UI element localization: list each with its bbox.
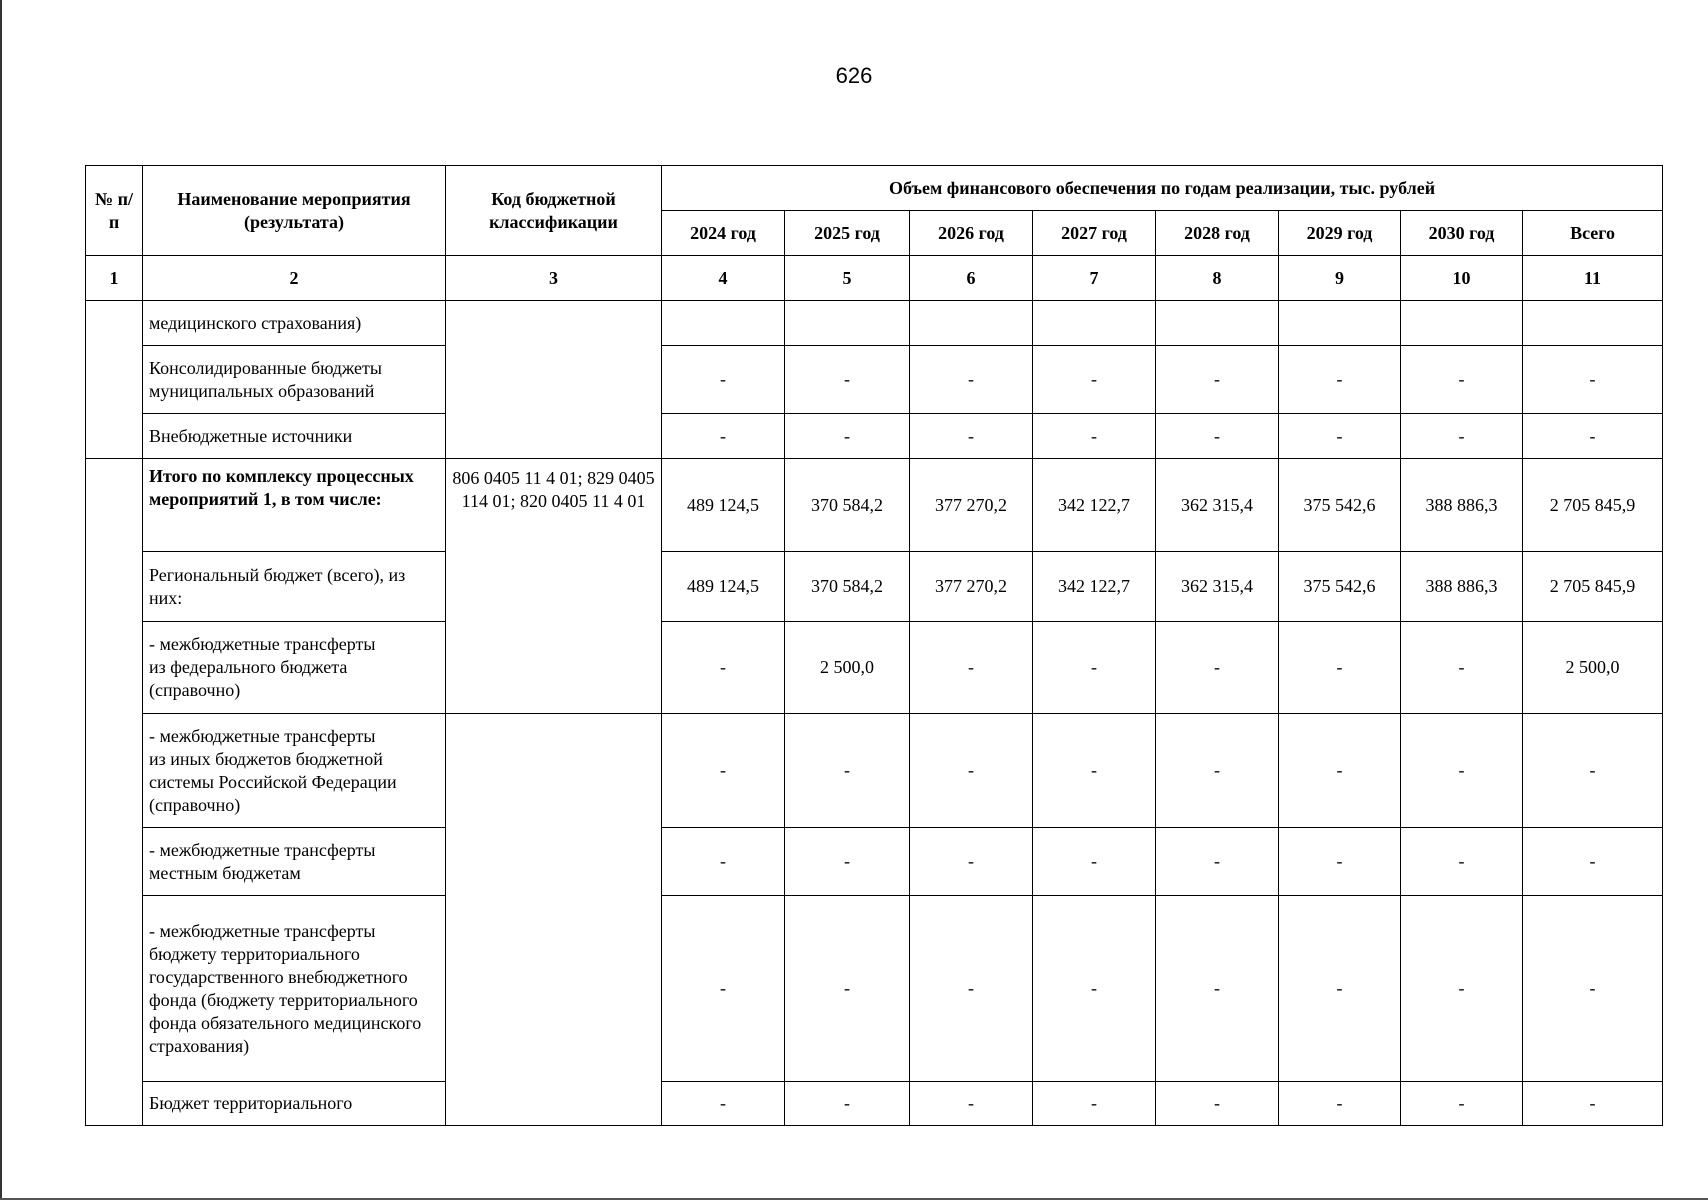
column-index: 6 — [910, 256, 1033, 301]
value-cell: - — [910, 828, 1033, 896]
column-index: 7 — [1033, 256, 1156, 301]
value-cell: - — [1401, 828, 1523, 896]
value-cell: - — [662, 896, 785, 1082]
column-index: 3 — [446, 256, 662, 301]
table-row — [86, 828, 1663, 896]
value-cell: - — [1401, 346, 1523, 414]
value-cell: - — [910, 1082, 1033, 1126]
value-cell: - — [1033, 1082, 1156, 1126]
value-cell: 489 124,5 — [662, 459, 785, 552]
code-cell — [446, 714, 662, 1126]
value-cell: - — [1156, 346, 1279, 414]
header-year: 2029 год — [1279, 211, 1401, 256]
value-cell: - — [1156, 414, 1279, 459]
value-cell: - — [785, 714, 910, 828]
value-cell: - — [1279, 896, 1401, 1082]
value-cell: - — [910, 346, 1033, 414]
column-index: 4 — [662, 256, 785, 301]
value-cell: - — [785, 828, 910, 896]
column-index: 5 — [785, 256, 910, 301]
column-index: 9 — [1279, 256, 1401, 301]
value-cell: - — [910, 714, 1033, 828]
header-funding: Объем финансового обеспечения по годам реализации, тыс. рублей — [662, 166, 1663, 211]
value-cell: - — [1033, 346, 1156, 414]
value-cell: - — [1279, 622, 1401, 714]
value-cell: 370 584,2 — [785, 552, 910, 622]
table-row — [86, 301, 1663, 346]
value-cell: - — [1523, 414, 1663, 459]
row-number-cell — [86, 459, 143, 1126]
value-cell: 2 500,0 — [785, 622, 910, 714]
value-cell: - — [662, 622, 785, 714]
value-cell: - — [1156, 714, 1279, 828]
row-name: Итого по комплексу процессных мероприятий 1, в том числе: — [143, 459, 446, 552]
value-cell — [910, 301, 1033, 346]
value-cell — [1279, 301, 1401, 346]
value-cell: - — [1279, 714, 1401, 828]
value-cell: - — [785, 346, 910, 414]
header-year: 2028 год — [1156, 211, 1279, 256]
value-cell: - — [1033, 896, 1156, 1082]
value-cell: - — [785, 896, 910, 1082]
value-cell: 342 122,7 — [1033, 459, 1156, 552]
table-row — [86, 414, 1663, 459]
row-name: - межбюджетные трансферты из федерального бюджета (справочно) — [143, 622, 446, 714]
value-cell: 2 705 845,9 — [1523, 552, 1663, 622]
column-index: 10 — [1401, 256, 1523, 301]
value-cell: - — [662, 1082, 785, 1126]
code-cell — [446, 301, 662, 459]
value-cell: 375 542,6 — [1279, 552, 1401, 622]
header-year: 2030 год — [1401, 211, 1523, 256]
row-name: Региональный бюджет (всего), из них: — [143, 552, 446, 622]
header-year: 2026 год — [910, 211, 1033, 256]
value-cell: 489 124,5 — [662, 552, 785, 622]
value-cell: 2 500,0 — [1523, 622, 1663, 714]
value-cell: 362 315,4 — [1156, 459, 1279, 552]
row-name: Внебюджетные источники — [143, 414, 446, 459]
value-cell: - — [1033, 622, 1156, 714]
row-name: - межбюджетные трансферты бюджету территориального государственного внебюджетного фонда (бюджету территориального фонда обязательного медицинского страхования) — [143, 896, 446, 1082]
table-row — [86, 1082, 1663, 1126]
header-code: Код бюджетной классификации — [446, 166, 662, 256]
value-cell — [1033, 301, 1156, 346]
value-cell: - — [1279, 828, 1401, 896]
value-cell — [662, 301, 785, 346]
value-cell: 342 122,7 — [1033, 552, 1156, 622]
table-row — [86, 896, 1663, 1082]
value-cell: - — [1033, 828, 1156, 896]
value-cell: - — [1279, 1082, 1401, 1126]
value-cell: - — [1156, 622, 1279, 714]
table-row — [86, 714, 1663, 828]
value-cell: - — [910, 414, 1033, 459]
value-cell: 388 886,3 — [1401, 459, 1523, 552]
value-cell: - — [1033, 714, 1156, 828]
header-total: Всего — [1523, 211, 1663, 256]
table-row — [86, 346, 1663, 414]
header-name: Наименование мероприятия (результата) — [143, 166, 446, 256]
value-cell: - — [1523, 828, 1663, 896]
row-name: Бюджет территориального — [143, 1082, 446, 1126]
table-row-total — [86, 459, 1663, 552]
scan-left-edge — [0, 0, 2, 1200]
table-row — [86, 552, 1663, 622]
value-cell: - — [1401, 896, 1523, 1082]
row-name: Консолидированные бюджеты муниципальных образований — [143, 346, 446, 414]
value-cell: - — [662, 714, 785, 828]
value-cell: - — [1523, 1082, 1663, 1126]
value-cell: - — [1401, 1082, 1523, 1126]
column-index: 11 — [1523, 256, 1663, 301]
column-index: 8 — [1156, 256, 1279, 301]
header-year: 2025 год — [785, 211, 910, 256]
column-index: 1 — [86, 256, 143, 301]
header-year: 2027 год — [1033, 211, 1156, 256]
header-num: № п/п — [86, 166, 143, 256]
value-cell: 377 270,2 — [910, 552, 1033, 622]
value-cell: - — [662, 828, 785, 896]
value-cell: - — [1401, 622, 1523, 714]
value-cell: - — [1033, 414, 1156, 459]
value-cell: - — [910, 896, 1033, 1082]
value-cell: - — [1401, 714, 1523, 828]
value-cell: - — [1156, 896, 1279, 1082]
value-cell: - — [662, 346, 785, 414]
value-cell: - — [785, 414, 910, 459]
page-number: 626 — [835, 63, 873, 88]
value-cell: 370 584,2 — [785, 459, 910, 552]
value-cell: 375 542,6 — [1279, 459, 1401, 552]
value-cell: - — [1523, 896, 1663, 1082]
row-name: - межбюджетные трансферты из иных бюджетов бюджетной системы Российской Федерации (справочно) — [143, 714, 446, 828]
value-cell: - — [1156, 828, 1279, 896]
table-row — [86, 622, 1663, 714]
value-cell — [785, 301, 910, 346]
value-cell: - — [662, 414, 785, 459]
value-cell: - — [1523, 714, 1663, 828]
value-cell — [1156, 301, 1279, 346]
value-cell: 388 886,3 — [1401, 552, 1523, 622]
column-index: 2 — [143, 256, 446, 301]
value-cell — [1401, 301, 1523, 346]
value-cell: - — [785, 1082, 910, 1126]
budget-table — [85, 165, 1663, 1126]
value-cell: - — [1401, 414, 1523, 459]
row-number-cell — [86, 301, 143, 459]
column-index-row — [86, 256, 1663, 301]
value-cell: 377 270,2 — [910, 459, 1033, 552]
value-cell: - — [1279, 346, 1401, 414]
header-year: 2024 год — [662, 211, 785, 256]
value-cell: - — [1523, 346, 1663, 414]
code-cell: 806 0405 11 4 01; 829 0405 114 01; 820 0405 11 4 01 — [446, 459, 662, 714]
value-cell: - — [1279, 414, 1401, 459]
row-name: - межбюджетные трансферты местным бюджетам — [143, 828, 446, 896]
value-cell: - — [1156, 1082, 1279, 1126]
row-name: медицинского страхования) — [143, 301, 446, 346]
value-cell: 362 315,4 — [1156, 552, 1279, 622]
value-cell — [1523, 301, 1663, 346]
value-cell: - — [910, 622, 1033, 714]
value-cell: 2 705 845,9 — [1523, 459, 1663, 552]
